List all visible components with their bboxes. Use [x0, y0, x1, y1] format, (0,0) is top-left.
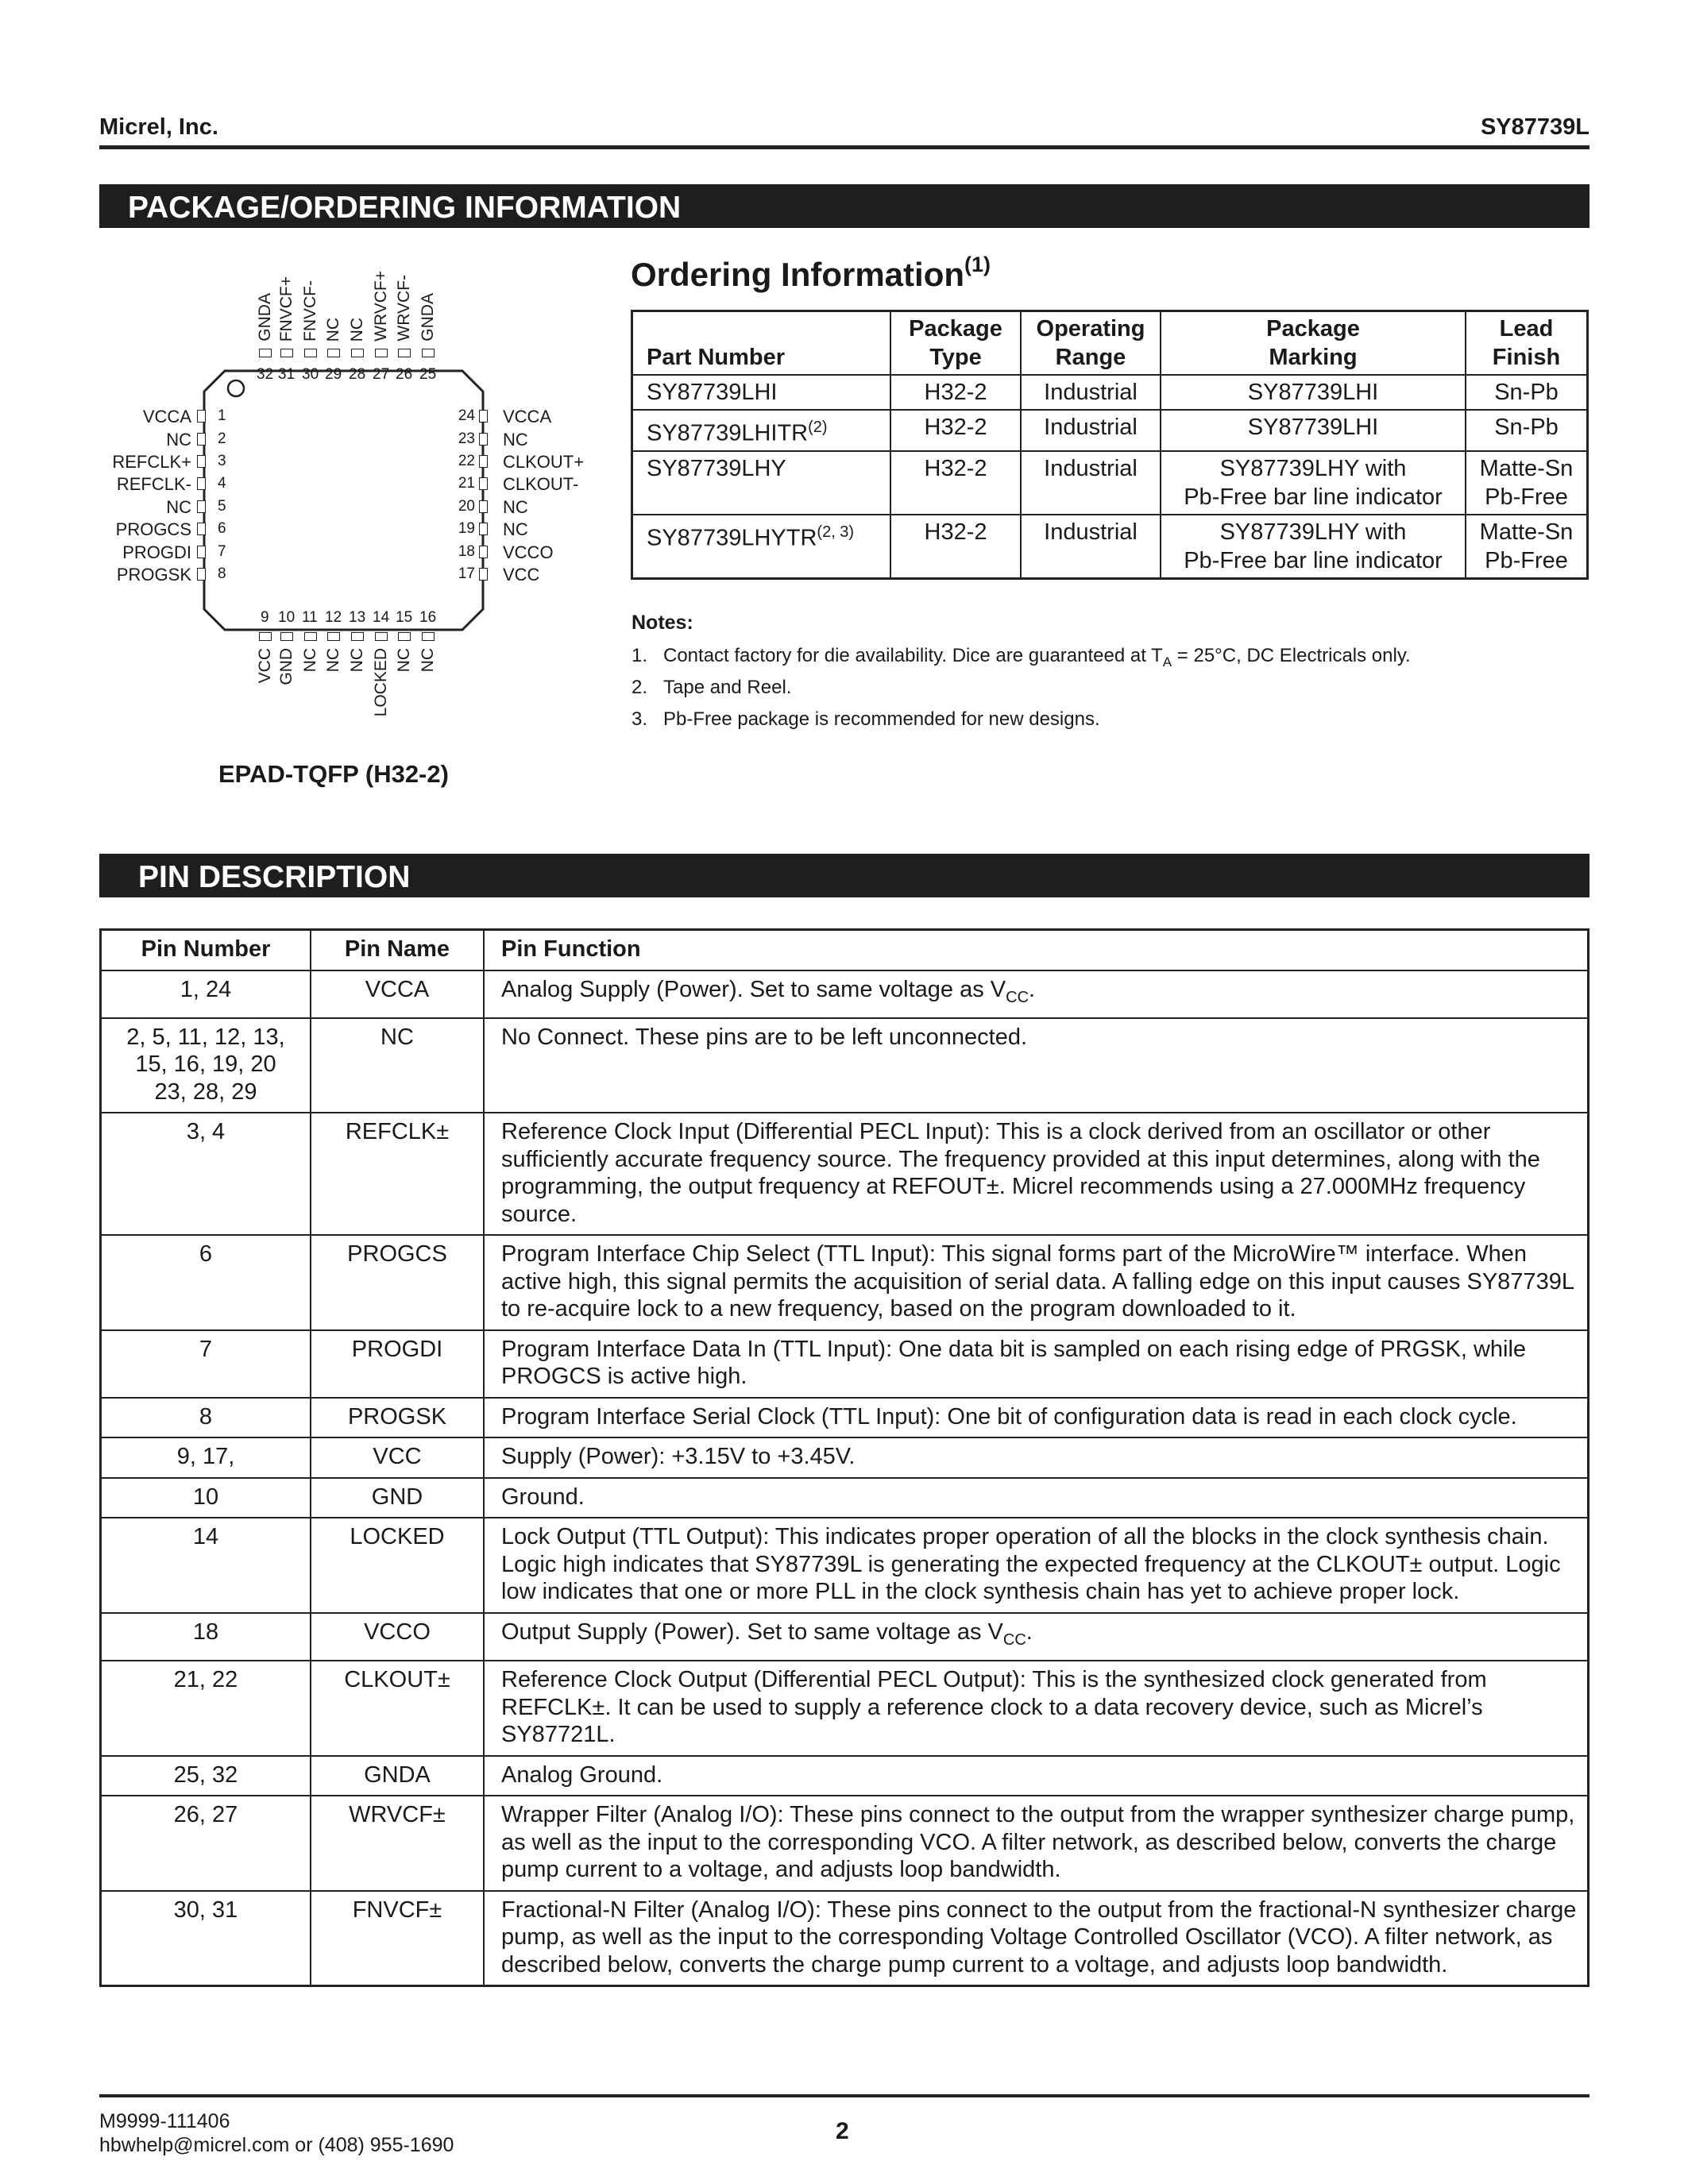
note-text: Tape and Reel. [663, 677, 792, 698]
pin-number-bottom: 10 [278, 609, 295, 626]
cell-pin-number: 8 [101, 1398, 311, 1438]
cell-pin-name: REFCLK± [311, 1113, 484, 1235]
cell-pin-name: GND [311, 1478, 484, 1518]
pin-pad-bottom [422, 632, 435, 641]
note-number: 1. [632, 645, 648, 666]
pin-label-bottom: GND [277, 648, 295, 685]
pin-function-tail: . [1026, 1619, 1033, 1645]
finish-line: Sn-Pb [1494, 380, 1559, 405]
pin-number-left: 6 [218, 520, 226, 537]
pin-function-text: Reference Clock Output (Differential PECL Output): This is the synthesized clock generated from REFCLK±. It can be used to supply a reference clock to a data recovery device, such as Micrel’s SY87721L. [501, 1667, 1487, 1748]
pin-number-line: 2, 5, 11, 12, 13, [126, 1024, 285, 1050]
pin-function-text: Fractional-N Filter (Analog I/O): These pins connect to the output from the fractional-N synthesizer charge pump, as well as the input to the corresponding Voltage Controlled Oscillator (VCO). A filter network, as described below, converts the charge pump current to a voltage, and adjusts loop bandwidth. [501, 1897, 1577, 1978]
pin-number-left: 4 [218, 475, 226, 492]
pin-number-bottom: 16 [419, 609, 437, 626]
pin-function-text: Supply (Power): +3.15V to +3.45V. [501, 1444, 856, 1470]
cell-pin-function [484, 1113, 1589, 1235]
cell-pin-name: GNDA [311, 1756, 484, 1796]
cell-pin-name: VCCO [311, 1613, 484, 1661]
col-part-number: Part Number [632, 311, 891, 376]
pin-function-text: Wrapper Filter (Analog I/O): These pins connect to the output from the wrapper synthesizer charge pump, as well as the input to the corresponding VCO. A filter network, as described below, converts the charge pump current to a voltage, and adjusts loop bandwidth. [501, 1802, 1575, 1883]
cell-pin-function [484, 1796, 1589, 1891]
ordering-title-text: Ordering Information [631, 256, 964, 293]
pin-number-line: 15, 16, 19, 20 [135, 1051, 276, 1078]
pin-number-right: 23 [458, 430, 475, 447]
cell-pin-number: 1, 24 [101, 970, 311, 1018]
pin-function-tail: . [1029, 976, 1036, 1002]
section-pin-description [99, 854, 1590, 897]
pin-number-right: 20 [458, 498, 475, 515]
ordering-title-sup: (1) [964, 253, 991, 276]
marking-line: Pb-Free bar line indicator [1184, 484, 1443, 510]
col-pin-number: Pin Number [101, 930, 311, 970]
pin-label-bottom: NC [395, 648, 413, 673]
pin-row [101, 1398, 1589, 1438]
pin-table-header-row [101, 930, 1589, 970]
col-lead-finish: Lead Finish [1466, 311, 1588, 376]
pin-number-line: 23, 28, 29 [154, 1078, 257, 1105]
note-item [632, 708, 1100, 731]
pin-label-right: NC [503, 519, 528, 539]
finish-line: Matte-Sn [1479, 455, 1574, 481]
pin-label-bottom: VCC [256, 648, 274, 684]
pin-number-left: 5 [218, 498, 226, 515]
note-text-tail: = 25°C, DC Electricals only. [1172, 645, 1411, 666]
pin-pad-top [327, 349, 340, 357]
cell-part-number [632, 375, 891, 410]
pin-pad-bottom [398, 632, 411, 641]
pin-label-bottom: NC [301, 648, 319, 673]
cell-pin-number: 18 [101, 1613, 311, 1661]
pin-pad-right [479, 455, 488, 468]
pin-row [101, 1756, 1589, 1796]
cell-package-type: H32-2 [890, 410, 1021, 451]
company-name: Micrel, Inc. [99, 114, 218, 140]
marking-line: SY87739LHI [1247, 415, 1379, 440]
cell-pin-function [484, 1018, 1589, 1113]
pin-row [101, 1891, 1589, 1986]
pin1-marker [228, 380, 244, 396]
note-text: Contact factory for die availability. Dice are guaranteed at T [663, 645, 1163, 666]
cell-package-marking [1161, 410, 1466, 451]
cell-pin-number: 10 [101, 1478, 311, 1518]
section-title: PIN DESCRIPTION [138, 860, 411, 894]
col-package-marking: Package Marking [1161, 311, 1466, 376]
cell-pin-name: PROGCS [311, 1235, 484, 1330]
pin-number-top: 29 [325, 366, 342, 383]
page-number: 2 [836, 2118, 849, 2144]
cell-lead-finish [1466, 375, 1588, 410]
cell-pin-name: CLKOUT± [311, 1661, 484, 1756]
cell-lead-finish [1466, 451, 1588, 515]
pin-number-right: 21 [458, 475, 475, 492]
footer-rule [99, 2094, 1590, 2097]
cell-lead-finish [1466, 410, 1588, 451]
pin-number-left: 2 [218, 430, 226, 447]
cell-pin-function [484, 1398, 1589, 1438]
cell-package-marking [1161, 515, 1466, 579]
cell-package-type: H32-2 [890, 515, 1021, 579]
pin-number-right: 24 [458, 407, 475, 424]
cell-pin-name: VCCA [311, 970, 484, 1018]
pin-description-table [99, 928, 1590, 1987]
part-number-header: SY87739L [1480, 114, 1590, 140]
pin-label-left: VCCA [142, 407, 191, 426]
pin-row [101, 1613, 1589, 1661]
cell-pin-number [101, 1018, 311, 1113]
pin-label-top: GNDA [419, 293, 437, 341]
pin-pad-top [422, 349, 435, 357]
pin-number-top: 25 [419, 366, 437, 383]
pin-label-right: VCC [503, 565, 540, 585]
pin-function-text: Lock Output (TTL Output): This indicates proper operation of all the blocks in the clock synthesis chain. Logic high indicates that SY87739L is generating the expected frequency at the CLKOUT± output. Logic low indicates that one or more PLL in the clock synthesis chain has yet to achieve proper lock. [501, 1524, 1561, 1605]
pin-pad-right [479, 433, 488, 446]
cell-operating-range: Industrial [1021, 451, 1161, 515]
pin-label-right: NC [503, 430, 528, 450]
notes-title: Notes: [632, 612, 693, 634]
pin-pad-left [197, 523, 206, 535]
pin-label-bottom: NC [419, 648, 437, 673]
cell-pin-function [484, 1330, 1589, 1398]
pin-function-text: Analog Ground. [501, 1761, 663, 1788]
cell-pin-name: LOCKED [311, 1518, 484, 1613]
pin-number-top: 28 [349, 366, 366, 383]
pin-number-left: 3 [218, 453, 226, 469]
pin-number-left: 7 [218, 543, 226, 560]
cell-pin-name: PROGDI [311, 1330, 484, 1398]
cell-pin-function [484, 1661, 1589, 1756]
pin-pad-top [375, 349, 388, 357]
finish-line: Matte-Sn [1479, 519, 1574, 545]
header-rule [99, 145, 1590, 149]
pin-label-left: PROGSK [116, 565, 191, 585]
pin-number-top: 30 [302, 366, 319, 383]
finish-line: Sn-Pb [1494, 415, 1559, 440]
cell-pin-name: NC [311, 1018, 484, 1113]
cell-pin-number: 6 [101, 1235, 311, 1330]
cell-pin-number: 30, 31 [101, 1891, 311, 1986]
cell-pin-name: FNVCF± [311, 1891, 484, 1986]
pin-pad-right [479, 568, 488, 581]
cell-part-number [632, 451, 891, 515]
cell-operating-range: Industrial [1021, 515, 1161, 579]
pin-label-left: PROGDI [122, 542, 191, 562]
cell-pin-name: PROGSK [311, 1398, 484, 1438]
pin-label-top: GNDA [256, 293, 274, 341]
pin-function-text: Output Supply (Power). Set to same voltage as V [501, 1619, 1003, 1645]
pin-label-right: NC [503, 497, 528, 517]
part-number-text: SY87739LHYTR [647, 525, 817, 551]
ordering-row [632, 515, 1588, 579]
package-name: EPAD-TQFP (H32-2) [218, 760, 449, 788]
cell-pin-function [484, 1518, 1589, 1613]
note-subscript: A [1162, 654, 1172, 669]
pin-row [101, 1796, 1589, 1891]
pin-number-top: 32 [257, 366, 274, 383]
pin-number-top: 31 [278, 366, 295, 383]
part-note-ref: (2, 3) [817, 523, 855, 541]
ordering-row [632, 410, 1588, 451]
pin-pad-bottom [259, 632, 272, 641]
pin-number-bottom: 12 [325, 609, 342, 626]
pin-pad-left [197, 500, 206, 513]
pin-row [101, 1437, 1589, 1478]
pin-pad-top [259, 349, 272, 357]
pin-label-left: PROGCS [115, 519, 191, 539]
pin-label-bottom: LOCKED [372, 648, 390, 717]
col-pin-function: Pin Function [484, 930, 1589, 970]
pin-pad-bottom [280, 632, 293, 641]
pin-label-left: NC [166, 430, 191, 450]
cell-part-number [632, 515, 891, 579]
pin-row [101, 1518, 1589, 1613]
pin-label-left: REFCLK- [116, 474, 191, 494]
cell-pin-number: 25, 32 [101, 1756, 311, 1796]
pin-number-left: 8 [218, 565, 226, 582]
contact-info: hbwhelp@micrel.com or (408) 955-1690 [99, 2134, 454, 2156]
cell-pin-number: 21, 22 [101, 1661, 311, 1756]
pin-row [101, 1330, 1589, 1398]
pin-label-right: VCCA [503, 407, 552, 426]
pin-pad-bottom [375, 632, 388, 641]
pin-label-top: WRVCF- [395, 275, 413, 341]
pin-function-text: Program Interface Chip Select (TTL Input): This signal forms part of the MicroWire™ interface. When active high, this signal permits the acquisition of serial data. A falling edge on this input causes SY87739L to re-acquire lock to a new frequency, based on the program downloaded to it. [501, 1241, 1574, 1322]
pin-function-subscript: CC [1006, 988, 1029, 1006]
ordering-header-row [632, 311, 1588, 376]
pin-number-right: 22 [458, 453, 475, 469]
pin-label-top: NC [324, 317, 342, 341]
pin-pad-bottom [351, 632, 364, 641]
part-number-text: SY87739LHI [647, 380, 778, 405]
marking-line: SY87739LHI [1247, 380, 1379, 405]
pin-pad-left [197, 455, 206, 468]
cell-package-marking [1161, 451, 1466, 515]
col-package-type: Package Type [890, 311, 1021, 376]
note-item [632, 645, 1411, 670]
cell-pin-number: 26, 27 [101, 1796, 311, 1891]
cell-pin-function [484, 1235, 1589, 1330]
pin-label-top: FNVCF- [301, 280, 319, 341]
pin-function-text: Program Interface Data In (TTL Input): One data bit is sampled on each rising edge of PRGSK, while PROGCS is active high. [501, 1336, 1527, 1390]
pin-pad-right [479, 546, 488, 558]
pin-pad-right [479, 410, 488, 423]
pin-pad-top [351, 349, 364, 357]
cell-pin-function [484, 970, 1589, 1018]
cell-part-number [632, 410, 891, 451]
cell-package-type: H32-2 [890, 375, 1021, 410]
pin-label-top: NC [348, 317, 366, 341]
cell-lead-finish [1466, 515, 1588, 579]
pin-label-bottom: NC [348, 648, 366, 673]
pin-label-right: CLKOUT- [503, 474, 579, 494]
pin-row [101, 1235, 1589, 1330]
pin-row [101, 1113, 1589, 1235]
pin-number-bottom: 11 [302, 609, 318, 626]
pin-pad-top [398, 349, 411, 357]
pin-number-right: 19 [458, 520, 475, 537]
cell-package-marking [1161, 375, 1466, 410]
cell-pin-function [484, 1478, 1589, 1518]
cell-pin-function [484, 1613, 1589, 1661]
part-number-text: SY87739LHITR [647, 420, 809, 446]
pin-function-text: No Connect. These pins are to be left unconnected. [501, 1024, 1028, 1050]
finish-line: Pb-Free [1485, 484, 1568, 510]
pin-label-bottom: NC [324, 648, 342, 673]
pin-function-text: Ground. [501, 1484, 585, 1510]
pin-label-top: FNVCF+ [277, 276, 295, 341]
pin-function-subscript: CC [1002, 1630, 1026, 1649]
pin-label-right: CLKOUT+ [503, 452, 585, 472]
cell-pin-function [484, 1437, 1589, 1478]
section-package-ordering [99, 184, 1590, 228]
cell-pin-number: 14 [101, 1518, 311, 1613]
pin-pad-top [304, 349, 317, 357]
pin-number-top: 27 [373, 366, 390, 383]
part-number-text: SY87739LHY [647, 455, 786, 481]
package-body [203, 369, 485, 631]
pin-pad-right [479, 500, 488, 513]
pin-label-left: REFCLK+ [112, 452, 191, 472]
pin-pad-left [197, 568, 206, 581]
col-operating-range: Operating Range [1021, 311, 1161, 376]
pin-row [101, 1661, 1589, 1756]
cell-operating-range: Industrial [1021, 410, 1161, 451]
pin-label-right: VCCO [503, 542, 554, 562]
pin-label-top: WRVCF+ [372, 271, 390, 341]
cell-pin-function [484, 1756, 1589, 1796]
section-title: PACKAGE/ORDERING INFORMATION [128, 191, 682, 225]
pin-function-text: Program Interface Serial Clock (TTL Input): One bit of configuration data is read in each clock cycle. [501, 1403, 1517, 1430]
pin-pad-left [197, 433, 206, 446]
note-item [632, 677, 791, 699]
pin-number-top: 26 [396, 366, 413, 383]
pin-function-text: Analog Supply (Power). Set to same voltage as V [501, 976, 1006, 1002]
pin-function-text: Reference Clock Input (Differential PECL Input): This is a clock derived from an oscillator or other sufficiently accurate frequency source. The frequency provided at this input determines, along with the programming, the output frequency at REFOUT±. Micrel recommends using a 27.000MHz frequency source. [501, 1119, 1540, 1227]
marking-line: SY87739LHY with [1219, 455, 1407, 481]
cell-pin-number: 9, 17, [101, 1437, 311, 1478]
pin-pad-right [479, 523, 488, 535]
ordering-row [632, 375, 1588, 410]
cell-pin-name: VCC [311, 1437, 484, 1478]
pin-number-left: 1 [218, 407, 226, 424]
ordering-table [631, 310, 1589, 580]
note-number: 3. [632, 708, 648, 730]
pin-number-right: 18 [458, 543, 475, 560]
note-text: Pb-Free package is recommended for new designs. [663, 708, 1100, 730]
marking-line: SY87739LHY with [1219, 519, 1407, 545]
pin-number-bottom: 15 [396, 609, 413, 626]
pin-row [101, 1018, 1589, 1113]
pin-pad-left [197, 546, 206, 558]
pin-pad-left [197, 477, 206, 490]
part-note-ref: (2) [808, 419, 828, 436]
pin-pad-bottom [327, 632, 340, 641]
col-pin-name: Pin Name [311, 930, 484, 970]
doc-number: M9999-111406 [99, 2110, 230, 2132]
pin-row [101, 970, 1589, 1018]
pin-number-bottom: 13 [349, 609, 366, 626]
ordering-row [632, 451, 1588, 515]
pin-number-right: 17 [458, 565, 475, 582]
cell-package-type: H32-2 [890, 451, 1021, 515]
cell-pin-function [484, 1891, 1589, 1986]
cell-pin-number: 3, 4 [101, 1113, 311, 1235]
pin-pad-right [479, 477, 488, 490]
pin-pad-top [280, 349, 293, 357]
pin-number-bottom: 14 [373, 609, 390, 626]
pin-pad-bottom [304, 632, 317, 641]
cell-pin-name: WRVCF± [311, 1796, 484, 1891]
cell-pin-number: 7 [101, 1330, 311, 1398]
finish-line: Pb-Free [1485, 547, 1568, 573]
cell-operating-range: Industrial [1021, 375, 1161, 410]
note-number: 2. [632, 677, 648, 698]
pin-label-left: NC [166, 497, 191, 517]
ordering-title [631, 253, 991, 294]
pin-row [101, 1478, 1589, 1518]
pin-number-bottom: 9 [261, 609, 269, 626]
marking-line: Pb-Free bar line indicator [1184, 547, 1443, 573]
pin-pad-left [197, 410, 206, 423]
footer-info [99, 2109, 454, 2157]
